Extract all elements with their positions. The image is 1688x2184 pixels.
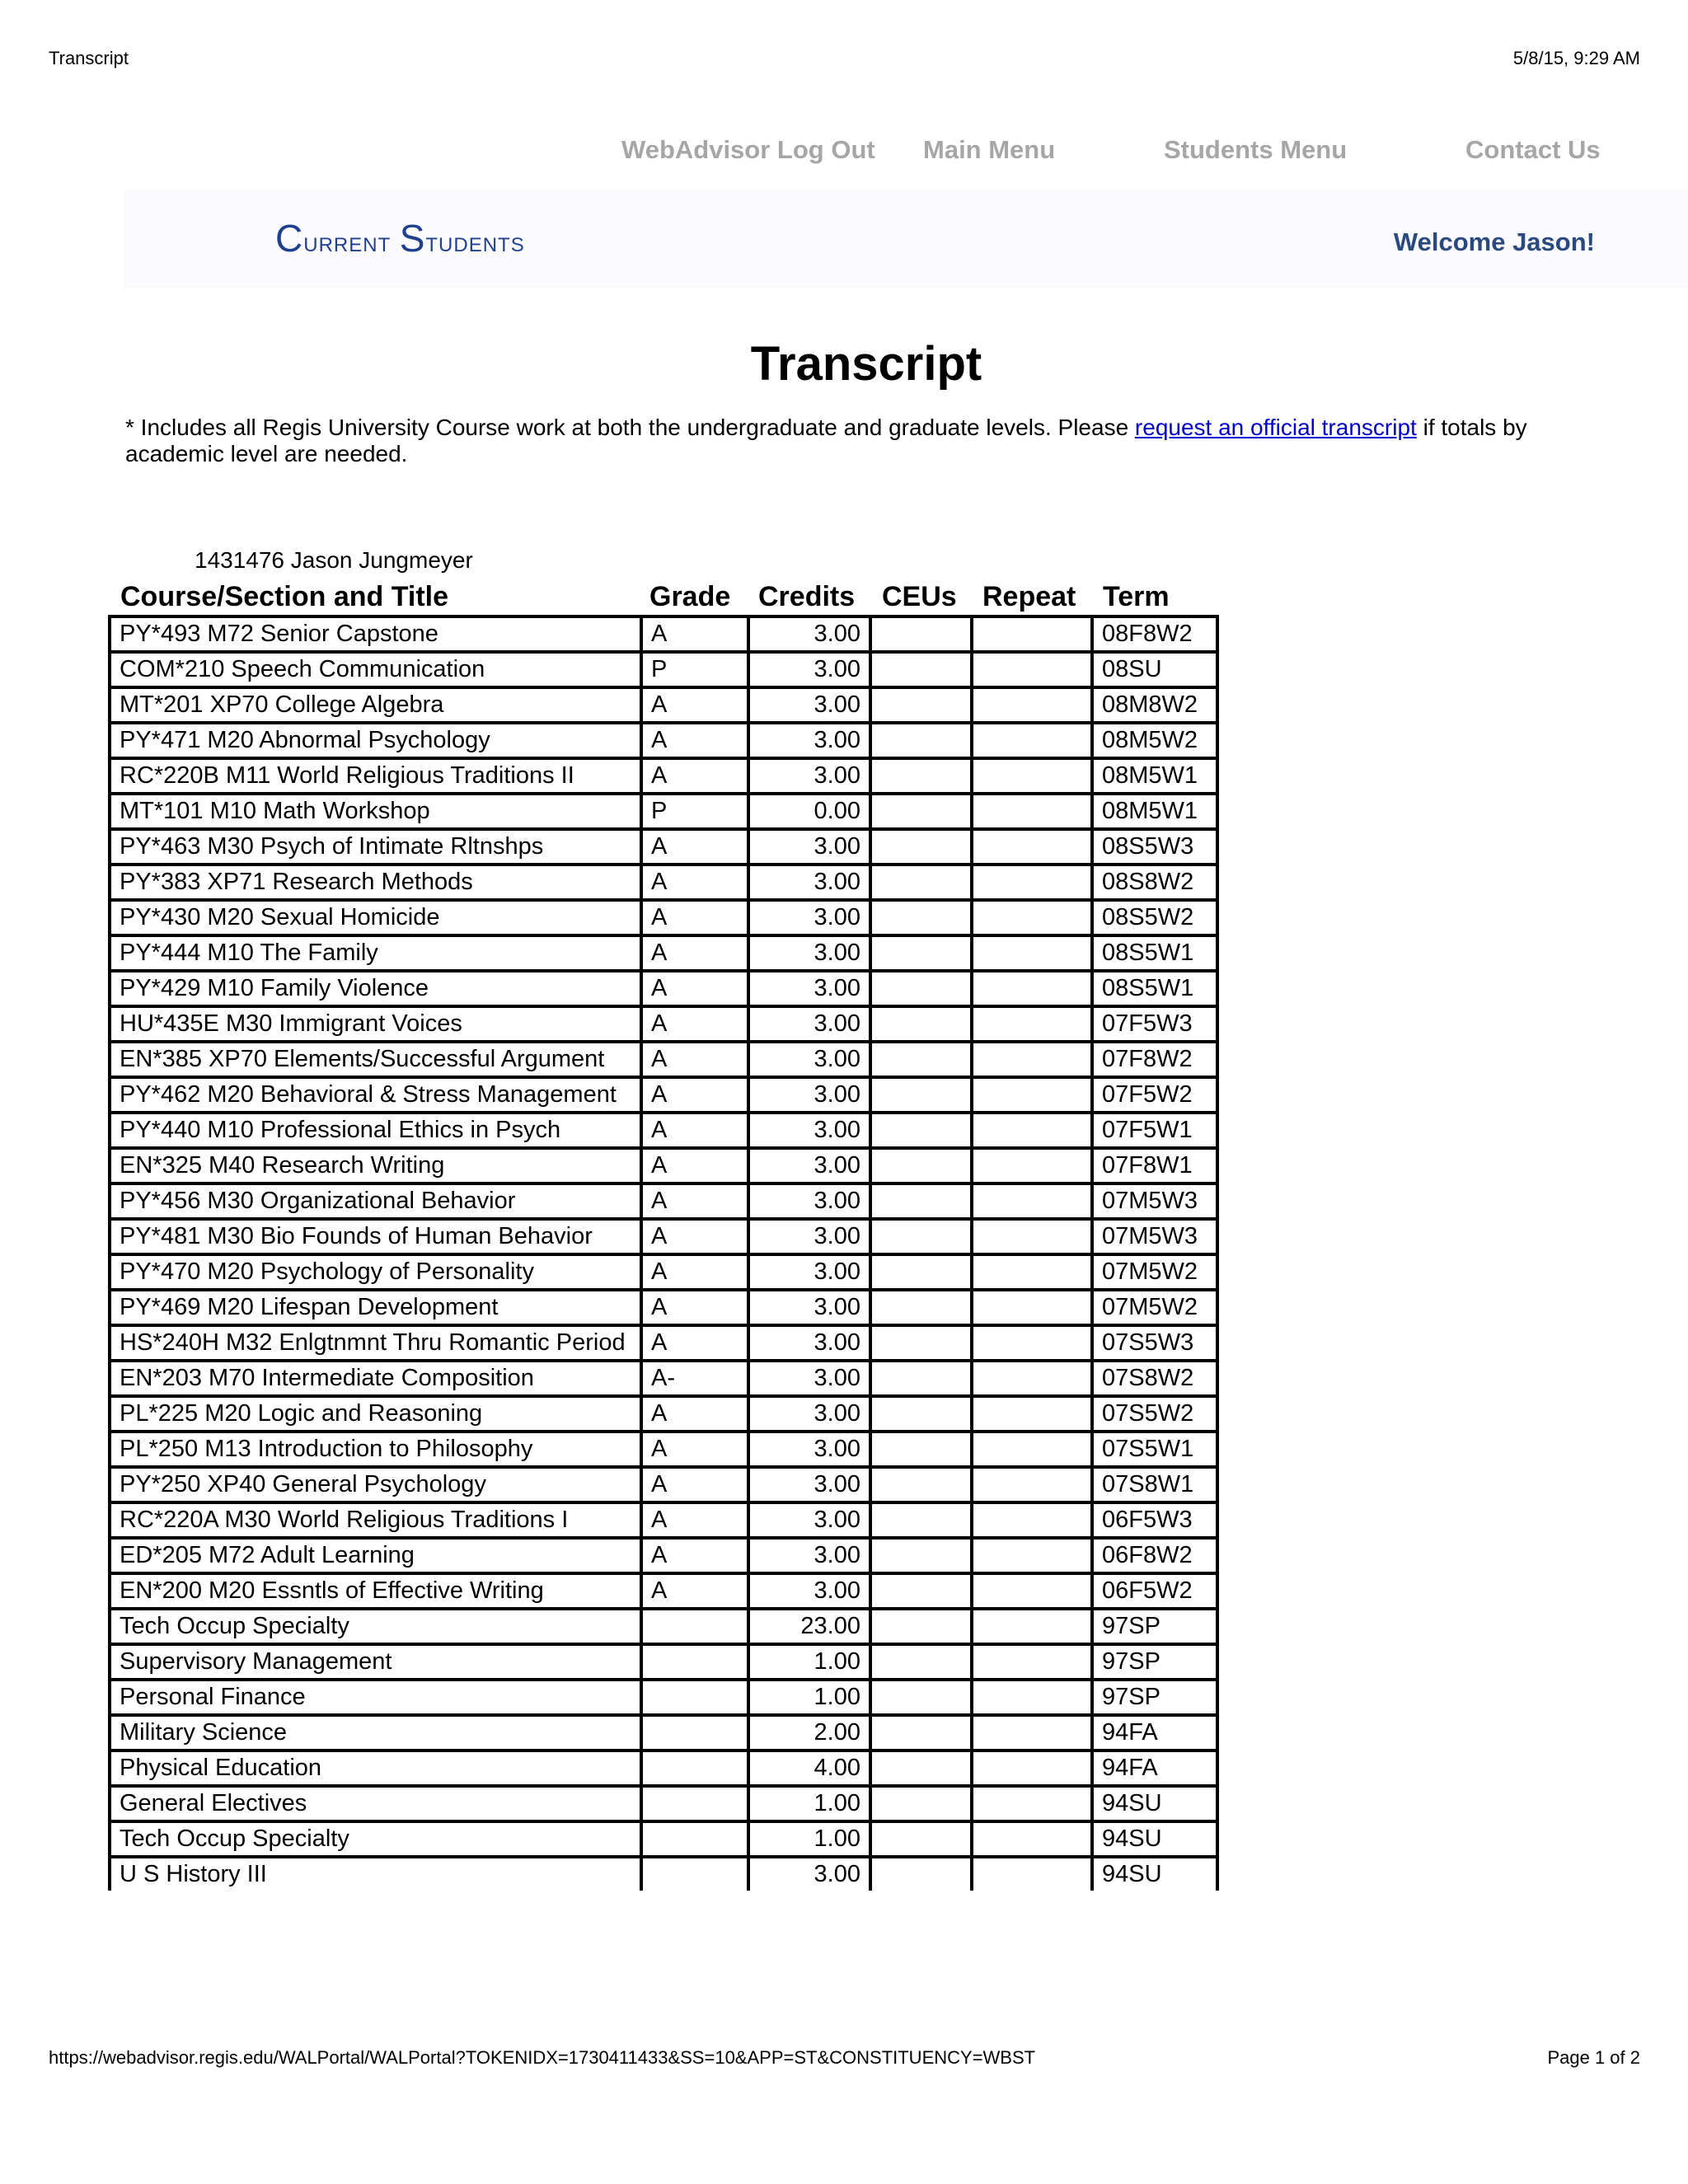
course-cell: PL*250 M13 Introduction to Philosophy bbox=[110, 1432, 641, 1467]
grade-cell: A bbox=[641, 935, 748, 971]
ceus-cell bbox=[870, 1183, 972, 1219]
grade-cell: A bbox=[641, 829, 748, 865]
grade-cell: A bbox=[641, 1219, 748, 1254]
col-header-term: Term bbox=[1103, 581, 1170, 612]
term-cell: 08SU bbox=[1092, 652, 1217, 687]
credits-cell: 3.00 bbox=[748, 900, 870, 935]
table-row bbox=[110, 1538, 1217, 1573]
print-footer-url: https://webadvisor.regis.edu/WALPortal/WALPortal?TOKENIDX=1730411433&SS=10&APP=ST&CONSTITUENCY=WBST bbox=[49, 2047, 1036, 2068]
repeat-cell bbox=[972, 723, 1092, 758]
course-cell: HS*240H M32 Enlgtnmnt Thru Romantic Period bbox=[110, 1325, 641, 1361]
table-row bbox=[110, 1609, 1217, 1644]
credits-cell: 3.00 bbox=[748, 1538, 870, 1573]
table-row bbox=[110, 1361, 1217, 1396]
grade-cell: A bbox=[641, 758, 748, 794]
term-cell: 08M5W2 bbox=[1092, 723, 1217, 758]
table-row bbox=[110, 1077, 1217, 1113]
credits-cell: 23.00 bbox=[748, 1609, 870, 1644]
table-row bbox=[110, 1857, 1217, 1891]
course-cell: MT*201 XP70 College Algebra bbox=[110, 687, 641, 723]
ceus-cell bbox=[870, 971, 972, 1006]
transcript-table bbox=[108, 579, 1216, 1891]
table-row bbox=[110, 1502, 1217, 1538]
term-cell: 07F8W1 bbox=[1092, 1148, 1217, 1183]
repeat-cell bbox=[972, 1609, 1092, 1644]
ceus-cell bbox=[870, 1644, 972, 1680]
term-cell: 08S5W3 bbox=[1092, 829, 1217, 865]
term-cell: 08M8W2 bbox=[1092, 687, 1217, 723]
ceus-cell bbox=[870, 1006, 972, 1042]
course-cell: PY*430 M20 Sexual Homicide bbox=[110, 900, 641, 935]
grade-cell: A bbox=[641, 1396, 748, 1432]
table-row bbox=[110, 616, 1217, 652]
repeat-cell bbox=[972, 865, 1092, 900]
term-cell: 08S5W1 bbox=[1092, 971, 1217, 1006]
ceus-cell bbox=[870, 1113, 972, 1148]
course-cell: EN*385 XP70 Elements/Successful Argument bbox=[110, 1042, 641, 1077]
term-cell: 94FA bbox=[1092, 1750, 1217, 1786]
term-cell: 97SP bbox=[1092, 1644, 1217, 1680]
official-transcript-link[interactable]: request an official transcript bbox=[1134, 415, 1417, 440]
ceus-cell bbox=[870, 1361, 972, 1396]
grade-cell: A bbox=[641, 1467, 748, 1502]
table-row bbox=[110, 1148, 1217, 1183]
ceus-cell bbox=[870, 1467, 972, 1502]
repeat-cell bbox=[972, 1573, 1092, 1609]
repeat-cell bbox=[972, 1006, 1092, 1042]
credits-cell: 2.00 bbox=[748, 1715, 870, 1750]
credits-cell: 3.00 bbox=[748, 1396, 870, 1432]
credits-cell: 0.00 bbox=[748, 794, 870, 829]
ceus-cell bbox=[870, 1148, 972, 1183]
credits-cell: 3.00 bbox=[748, 865, 870, 900]
ceus-cell bbox=[870, 1821, 972, 1857]
credits-cell: 3.00 bbox=[748, 1361, 870, 1396]
table-row bbox=[110, 1573, 1217, 1609]
grade-cell bbox=[641, 1786, 748, 1821]
ceus-cell bbox=[870, 1219, 972, 1254]
course-cell: Tech Occup Specialty bbox=[110, 1609, 641, 1644]
repeat-cell bbox=[972, 1502, 1092, 1538]
course-cell: ED*205 M72 Adult Learning bbox=[110, 1538, 641, 1573]
grade-cell: A bbox=[641, 1254, 748, 1290]
credits-cell: 3.00 bbox=[748, 1467, 870, 1502]
repeat-cell bbox=[972, 1750, 1092, 1786]
table-row bbox=[110, 1325, 1217, 1361]
credits-cell: 3.00 bbox=[748, 1857, 870, 1891]
ceus-cell bbox=[870, 723, 972, 758]
grade-cell: A bbox=[641, 1148, 748, 1183]
course-cell: PY*493 M72 Senior Capstone bbox=[110, 616, 641, 652]
credits-cell: 3.00 bbox=[748, 652, 870, 687]
term-cell: 08M5W1 bbox=[1092, 794, 1217, 829]
ceus-cell bbox=[870, 1609, 972, 1644]
term-cell: 07M5W2 bbox=[1092, 1290, 1217, 1325]
repeat-cell bbox=[972, 1325, 1092, 1361]
page-title: Transcript bbox=[750, 337, 982, 391]
course-cell: HU*435E M30 Immigrant Voices bbox=[110, 1006, 641, 1042]
course-cell: Military Science bbox=[110, 1715, 641, 1750]
term-cell: 97SP bbox=[1092, 1680, 1217, 1715]
term-cell: 07S5W2 bbox=[1092, 1396, 1217, 1432]
term-cell: 97SP bbox=[1092, 1609, 1217, 1644]
print-footer-page: Page 1 of 2 bbox=[1547, 2047, 1640, 2068]
print-header-datetime: 5/8/15, 9:29 AM bbox=[1512, 48, 1640, 68]
table-row bbox=[110, 1254, 1217, 1290]
course-cell: COM*210 Speech Communication bbox=[110, 652, 641, 687]
table-row bbox=[110, 723, 1217, 758]
course-cell: EN*203 M70 Intermediate Composition bbox=[110, 1361, 641, 1396]
repeat-cell bbox=[972, 1042, 1092, 1077]
table-row bbox=[110, 1680, 1217, 1715]
term-cell: 08S5W2 bbox=[1092, 900, 1217, 935]
col-header-grade: Grade bbox=[649, 581, 731, 612]
course-cell: PY*463 M30 Psych of Intimate Rltnshps bbox=[110, 829, 641, 865]
table-row bbox=[110, 865, 1217, 900]
grade-cell: A bbox=[641, 971, 748, 1006]
grade-cell: A bbox=[641, 1538, 748, 1573]
grade-cell: A bbox=[641, 1113, 748, 1148]
table-row bbox=[110, 935, 1217, 971]
repeat-cell bbox=[972, 1077, 1092, 1113]
course-cell: PY*383 XP71 Research Methods bbox=[110, 865, 641, 900]
credits-cell: 3.00 bbox=[748, 829, 870, 865]
credits-cell: 3.00 bbox=[748, 1042, 870, 1077]
term-cell: 07S8W1 bbox=[1092, 1467, 1217, 1502]
credits-cell: 3.00 bbox=[748, 723, 870, 758]
table-row bbox=[110, 1750, 1217, 1786]
credits-cell: 1.00 bbox=[748, 1680, 870, 1715]
term-cell: 07S5W1 bbox=[1092, 1432, 1217, 1467]
col-header-ceus: CEUs bbox=[882, 581, 957, 612]
grade-cell: A bbox=[641, 1502, 748, 1538]
grade-cell bbox=[641, 1857, 748, 1891]
welcome-message: Welcome Jason! bbox=[1393, 227, 1595, 256]
credits-cell: 3.00 bbox=[748, 1077, 870, 1113]
grade-cell: A- bbox=[641, 1361, 748, 1396]
course-cell: RC*220A M30 World Religious Traditions I bbox=[110, 1502, 641, 1538]
course-cell: PY*440 M10 Professional Ethics in Psych bbox=[110, 1113, 641, 1148]
credits-cell: 1.00 bbox=[748, 1821, 870, 1857]
term-cell: 94SU bbox=[1092, 1786, 1217, 1821]
table-row bbox=[110, 1644, 1217, 1680]
course-cell: PY*481 M30 Bio Founds of Human Behavior bbox=[110, 1219, 641, 1254]
grade-cell bbox=[641, 1750, 748, 1786]
table-row bbox=[110, 1715, 1217, 1750]
term-cell: 94SU bbox=[1092, 1857, 1217, 1891]
term-cell: 94SU bbox=[1092, 1821, 1217, 1857]
term-cell: 94FA bbox=[1092, 1715, 1217, 1750]
table-row bbox=[110, 900, 1217, 935]
ceus-cell bbox=[870, 758, 972, 794]
table-row bbox=[110, 1113, 1217, 1148]
course-cell: PY*471 M20 Abnormal Psychology bbox=[110, 723, 641, 758]
course-cell: PY*470 M20 Psychology of Personality bbox=[110, 1254, 641, 1290]
course-cell: U S History III bbox=[110, 1857, 641, 1891]
course-cell: EN*200 M20 Essntls of Effective Writing bbox=[110, 1573, 641, 1609]
repeat-cell bbox=[972, 1821, 1092, 1857]
course-cell: PY*444 M10 The Family bbox=[110, 935, 641, 971]
credits-cell: 3.00 bbox=[748, 758, 870, 794]
ceus-cell bbox=[870, 1290, 972, 1325]
repeat-cell bbox=[972, 687, 1092, 723]
table-row bbox=[110, 758, 1217, 794]
course-cell: PY*250 XP40 General Psychology bbox=[110, 1467, 641, 1502]
ceus-cell bbox=[870, 1396, 972, 1432]
ceus-cell bbox=[870, 829, 972, 865]
grade-cell: A bbox=[641, 1573, 748, 1609]
repeat-cell bbox=[972, 1113, 1092, 1148]
course-cell: MT*101 M10 Math Workshop bbox=[110, 794, 641, 829]
table-row bbox=[110, 687, 1217, 723]
ceus-cell bbox=[870, 900, 972, 935]
credits-cell: 4.00 bbox=[748, 1750, 870, 1786]
print-header-title: Transcript bbox=[49, 48, 129, 68]
grade-cell: A bbox=[641, 1006, 748, 1042]
ceus-cell bbox=[870, 1680, 972, 1715]
repeat-cell bbox=[972, 1467, 1092, 1502]
term-cell: 07F5W3 bbox=[1092, 1006, 1217, 1042]
student-id-name: 1431476 Jason Jungmeyer bbox=[195, 547, 473, 573]
table-row bbox=[110, 1042, 1217, 1077]
grade-cell: A bbox=[641, 1077, 748, 1113]
grade-cell: P bbox=[641, 652, 748, 687]
credits-cell: 3.00 bbox=[748, 1502, 870, 1538]
grade-cell bbox=[641, 1644, 748, 1680]
ceus-cell bbox=[870, 865, 972, 900]
repeat-cell bbox=[972, 1786, 1092, 1821]
repeat-cell bbox=[972, 1290, 1092, 1325]
repeat-cell bbox=[972, 971, 1092, 1006]
repeat-cell bbox=[972, 1432, 1092, 1467]
term-cell: 07F5W2 bbox=[1092, 1077, 1217, 1113]
credits-cell: 1.00 bbox=[748, 1644, 870, 1680]
ceus-cell bbox=[870, 1538, 972, 1573]
nav-contact-us-link[interactable]: Contact Us bbox=[1465, 135, 1601, 164]
table-row bbox=[110, 794, 1217, 829]
grade-cell bbox=[641, 1715, 748, 1750]
term-cell: 06F5W2 bbox=[1092, 1573, 1217, 1609]
ceus-cell bbox=[870, 1042, 972, 1077]
ceus-cell bbox=[870, 1077, 972, 1113]
repeat-cell bbox=[972, 1680, 1092, 1715]
grade-cell: A bbox=[641, 1042, 748, 1077]
course-cell: PL*225 M20 Logic and Reasoning bbox=[110, 1396, 641, 1432]
term-cell: 08F8W2 bbox=[1092, 616, 1217, 652]
course-cell: RC*220B M11 World Religious Traditions II bbox=[110, 758, 641, 794]
repeat-cell bbox=[972, 1361, 1092, 1396]
repeat-cell bbox=[972, 652, 1092, 687]
table-row bbox=[110, 1219, 1217, 1254]
credits-cell: 3.00 bbox=[748, 616, 870, 652]
credits-cell: 3.00 bbox=[748, 1183, 870, 1219]
ceus-cell bbox=[870, 1786, 972, 1821]
grade-cell: A bbox=[641, 900, 748, 935]
repeat-cell bbox=[972, 1857, 1092, 1891]
term-cell: 08S5W1 bbox=[1092, 935, 1217, 971]
credits-cell: 3.00 bbox=[748, 1573, 870, 1609]
table-row bbox=[110, 1006, 1217, 1042]
credits-cell: 3.00 bbox=[748, 1219, 870, 1254]
credits-cell: 3.00 bbox=[748, 687, 870, 723]
term-cell: 07F8W2 bbox=[1092, 1042, 1217, 1077]
course-cell: PY*429 M10 Family Violence bbox=[110, 971, 641, 1006]
term-cell: 07M5W3 bbox=[1092, 1219, 1217, 1254]
repeat-cell bbox=[972, 1715, 1092, 1750]
term-cell: 08S8W2 bbox=[1092, 865, 1217, 900]
ceus-cell bbox=[870, 687, 972, 723]
grade-cell bbox=[641, 1821, 748, 1857]
ceus-cell bbox=[870, 616, 972, 652]
repeat-cell bbox=[972, 1183, 1092, 1219]
credits-cell: 3.00 bbox=[748, 971, 870, 1006]
table-row bbox=[110, 1821, 1217, 1857]
grade-cell: A bbox=[641, 616, 748, 652]
grade-cell: A bbox=[641, 1183, 748, 1219]
table-row bbox=[110, 1396, 1217, 1432]
term-cell: 07S5W3 bbox=[1092, 1325, 1217, 1361]
term-cell: 07M5W2 bbox=[1092, 1254, 1217, 1290]
repeat-cell bbox=[972, 935, 1092, 971]
course-cell: Physical Education bbox=[110, 1750, 641, 1786]
table-header bbox=[108, 579, 1216, 615]
credits-cell: 3.00 bbox=[748, 1432, 870, 1467]
term-cell: 07M5W3 bbox=[1092, 1183, 1217, 1219]
ceus-cell bbox=[870, 1573, 972, 1609]
ceus-cell bbox=[870, 1432, 972, 1467]
ceus-cell bbox=[870, 652, 972, 687]
ceus-cell bbox=[870, 794, 972, 829]
credits-cell: 3.00 bbox=[748, 1254, 870, 1290]
term-cell: 07F5W1 bbox=[1092, 1113, 1217, 1148]
credits-cell: 3.00 bbox=[748, 1113, 870, 1148]
grade-cell: A bbox=[641, 1290, 748, 1325]
ceus-cell bbox=[870, 935, 972, 971]
course-cell: Supervisory Management bbox=[110, 1644, 641, 1680]
grade-cell: A bbox=[641, 687, 748, 723]
credits-cell: 1.00 bbox=[748, 1786, 870, 1821]
credits-cell: 3.00 bbox=[748, 1148, 870, 1183]
table-row bbox=[110, 1183, 1217, 1219]
grade-cell: A bbox=[641, 1432, 748, 1467]
course-cell: EN*325 M40 Research Writing bbox=[110, 1148, 641, 1183]
credits-cell: 3.00 bbox=[748, 1325, 870, 1361]
repeat-cell bbox=[972, 900, 1092, 935]
course-cell: PY*462 M20 Behavioral & Stress Management bbox=[110, 1077, 641, 1113]
table-row bbox=[110, 652, 1217, 687]
credits-cell: 3.00 bbox=[748, 1006, 870, 1042]
grade-cell bbox=[641, 1609, 748, 1644]
repeat-cell bbox=[972, 616, 1092, 652]
ceus-cell bbox=[870, 1325, 972, 1361]
credits-cell: 3.00 bbox=[748, 1290, 870, 1325]
repeat-cell bbox=[972, 1538, 1092, 1573]
course-cell: General Electives bbox=[110, 1786, 641, 1821]
ceus-cell bbox=[870, 1750, 972, 1786]
grade-cell: A bbox=[641, 865, 748, 900]
transcript-note: * Includes all Regis University Course work at both the undergraduate and graduate levels. Please request an official transcript if totals by academic level are needed. bbox=[125, 415, 1527, 466]
grade-cell: A bbox=[641, 723, 748, 758]
ceus-cell bbox=[870, 1254, 972, 1290]
course-cell: Tech Occup Specialty bbox=[110, 1821, 641, 1857]
course-cell: PY*456 M30 Organizational Behavior bbox=[110, 1183, 641, 1219]
repeat-cell bbox=[972, 758, 1092, 794]
ceus-cell bbox=[870, 1857, 972, 1891]
grade-cell: P bbox=[641, 794, 748, 829]
course-cell: PY*469 M20 Lifespan Development bbox=[110, 1290, 641, 1325]
repeat-cell bbox=[972, 1254, 1092, 1290]
table-row bbox=[110, 971, 1217, 1006]
ceus-cell bbox=[870, 1715, 972, 1750]
col-header-repeat: Repeat bbox=[982, 581, 1076, 612]
repeat-cell bbox=[972, 1644, 1092, 1680]
repeat-cell bbox=[972, 1148, 1092, 1183]
credits-cell: 3.00 bbox=[748, 935, 870, 971]
repeat-cell bbox=[972, 794, 1092, 829]
course-cell: Personal Finance bbox=[110, 1680, 641, 1715]
grade-cell: A bbox=[641, 1325, 748, 1361]
table-row bbox=[110, 1432, 1217, 1467]
col-header-course: Course/Section and Title bbox=[120, 581, 449, 612]
col-header-credits: Credits bbox=[758, 581, 856, 612]
nav-main-menu-link[interactable]: Main Menu bbox=[923, 135, 1056, 164]
repeat-cell bbox=[972, 829, 1092, 865]
transcript-grid bbox=[108, 615, 1219, 1891]
term-cell: 08M5W1 bbox=[1092, 758, 1217, 794]
nav-logout-link[interactable]: WebAdvisor Log Out bbox=[621, 135, 875, 164]
transcript-rows bbox=[110, 616, 1217, 1891]
repeat-cell bbox=[972, 1396, 1092, 1432]
table-row bbox=[110, 829, 1217, 865]
table-row bbox=[110, 1467, 1217, 1502]
ceus-cell bbox=[870, 1502, 972, 1538]
term-cell: 06F8W2 bbox=[1092, 1538, 1217, 1573]
term-cell: 07S8W2 bbox=[1092, 1361, 1217, 1396]
table-row bbox=[110, 1290, 1217, 1325]
grade-cell bbox=[641, 1680, 748, 1715]
term-cell: 06F5W3 bbox=[1092, 1502, 1217, 1538]
table-row bbox=[110, 1786, 1217, 1821]
repeat-cell bbox=[972, 1219, 1092, 1254]
nav-students-menu-link[interactable]: Students Menu bbox=[1164, 135, 1348, 164]
section-title: Current Students bbox=[275, 217, 525, 260]
